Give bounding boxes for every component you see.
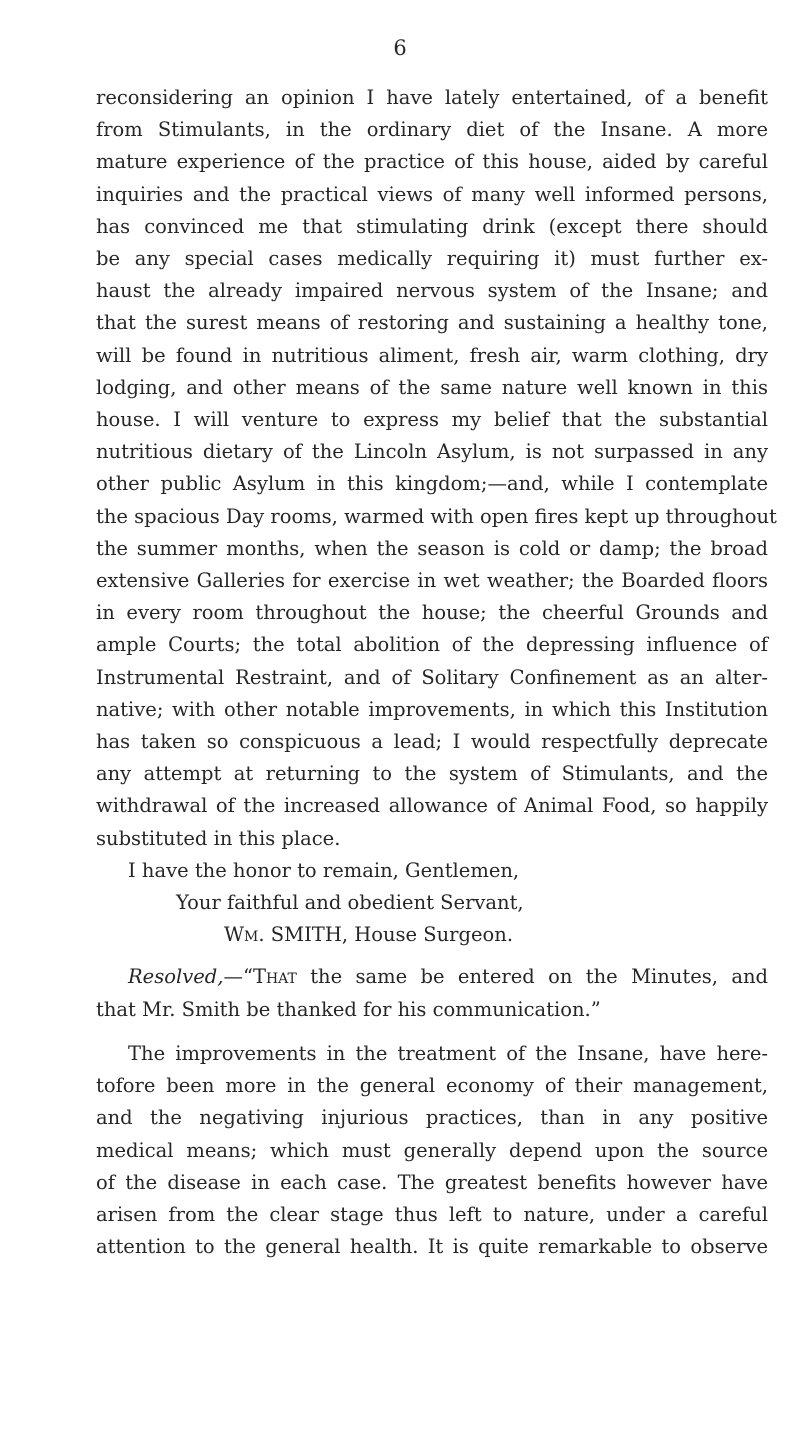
text-line: other public Asylum in this kingdom;—and, while I contemplate (96, 472, 768, 496)
resolution-that: That (252, 965, 297, 989)
text-line: extensive Galleries for exercise in wet weather; the Boarded floors (96, 569, 768, 593)
text-line: The improvements in the treatment of the Insane, have here- (128, 1041, 768, 1065)
text-line: and the negativing injurious practices, than in any positive (96, 1106, 768, 1130)
text-line: arisen from the clear stage thus left to nature, under a careful (96, 1202, 768, 1226)
text-line: medical means; which must generally depend upon the source (96, 1138, 768, 1162)
text-line: haust the already impaired nervous system of the Insane; and (96, 279, 768, 303)
text-line: any attempt at returning to the system of Stimulants, and the (96, 762, 768, 786)
resolution-line: that Mr. Smith be thanked for his communication.” (96, 997, 601, 1021)
signature-prefix: Wm. (224, 923, 265, 947)
text-line: in every room throughout the house; the cheerful Grounds and (96, 601, 768, 625)
resolution-text: the same be entered on the Minutes, and (310, 965, 769, 989)
text-line: ample Courts; the total abolition of the depressing influence of (96, 633, 768, 657)
text-line: of the disease in each case. The greatest benefits however have (96, 1170, 768, 1194)
text-line: house. I will venture to express my belief that the substantial (96, 408, 768, 432)
text-line: be any special cases medically requiring it) must further ex- (96, 247, 768, 271)
signature-line (96, 919, 768, 951)
resolution-paragraph (96, 961, 768, 1025)
page-body (96, 82, 777, 1263)
closing-line: I have the honor to remain, Gentlemen, (128, 858, 520, 882)
text-line: Instrumental Restraint, and of Solitary Confinement as an alter- (96, 665, 768, 689)
commentary-paragraph (96, 1038, 768, 1263)
text-line: substituted in this place. (96, 826, 341, 850)
text-line: the spacious Day rooms, warmed with open fires kept up throughout (96, 504, 777, 528)
letter-closing (96, 855, 768, 952)
text-line: inquiries and the practical views of many well informed persons, (96, 182, 768, 206)
resolution-dash: —“ (223, 965, 253, 989)
text-line: lodging, and other means of the same nature well known in this (96, 375, 768, 399)
text-line: from Stimulants, in the ordinary diet of the Insane. A more (96, 118, 768, 142)
closing-line: Your faithful and obedient Servant, (176, 891, 524, 915)
text-line: attention to the general health. It is quite remarkable to observe (96, 1235, 768, 1259)
text-line: has taken so conspicuous a lead; I would respectfully deprecate (96, 730, 768, 754)
text-line: the summer months, when the season is cold or damp; the broad (96, 536, 768, 560)
text-line: nutritious dietary of the Lincoln Asylum, is not surpassed in any (96, 440, 768, 464)
text-line: will be found in nutritious aliment, fresh air, warm clothing, dry (96, 343, 768, 367)
text-line: withdrawal of the increased allowance of Animal Food, so happily (96, 794, 768, 818)
text-line: tofore been more in the general economy of their management, (96, 1074, 768, 1098)
report-paragraph (96, 82, 777, 855)
text-line: that the surest means of restoring and sustaining a healthy tone, (96, 311, 768, 335)
text-line: native; with other notable improvements, in which this Institution (96, 697, 768, 721)
signature-name: SMITH, House Surgeon. (270, 923, 514, 947)
text-line: mature experience of the practice of this house, aided by careful (96, 150, 768, 174)
resolved-label: Resolved, (128, 965, 224, 989)
text-line: has convinced me that stimulating drink (except there should (96, 214, 768, 238)
text-line: reconsidering an opinion I have lately entertained, of a benefit (96, 86, 768, 109)
resolution-line (96, 961, 768, 993)
page-number: 6 (393, 36, 407, 60)
